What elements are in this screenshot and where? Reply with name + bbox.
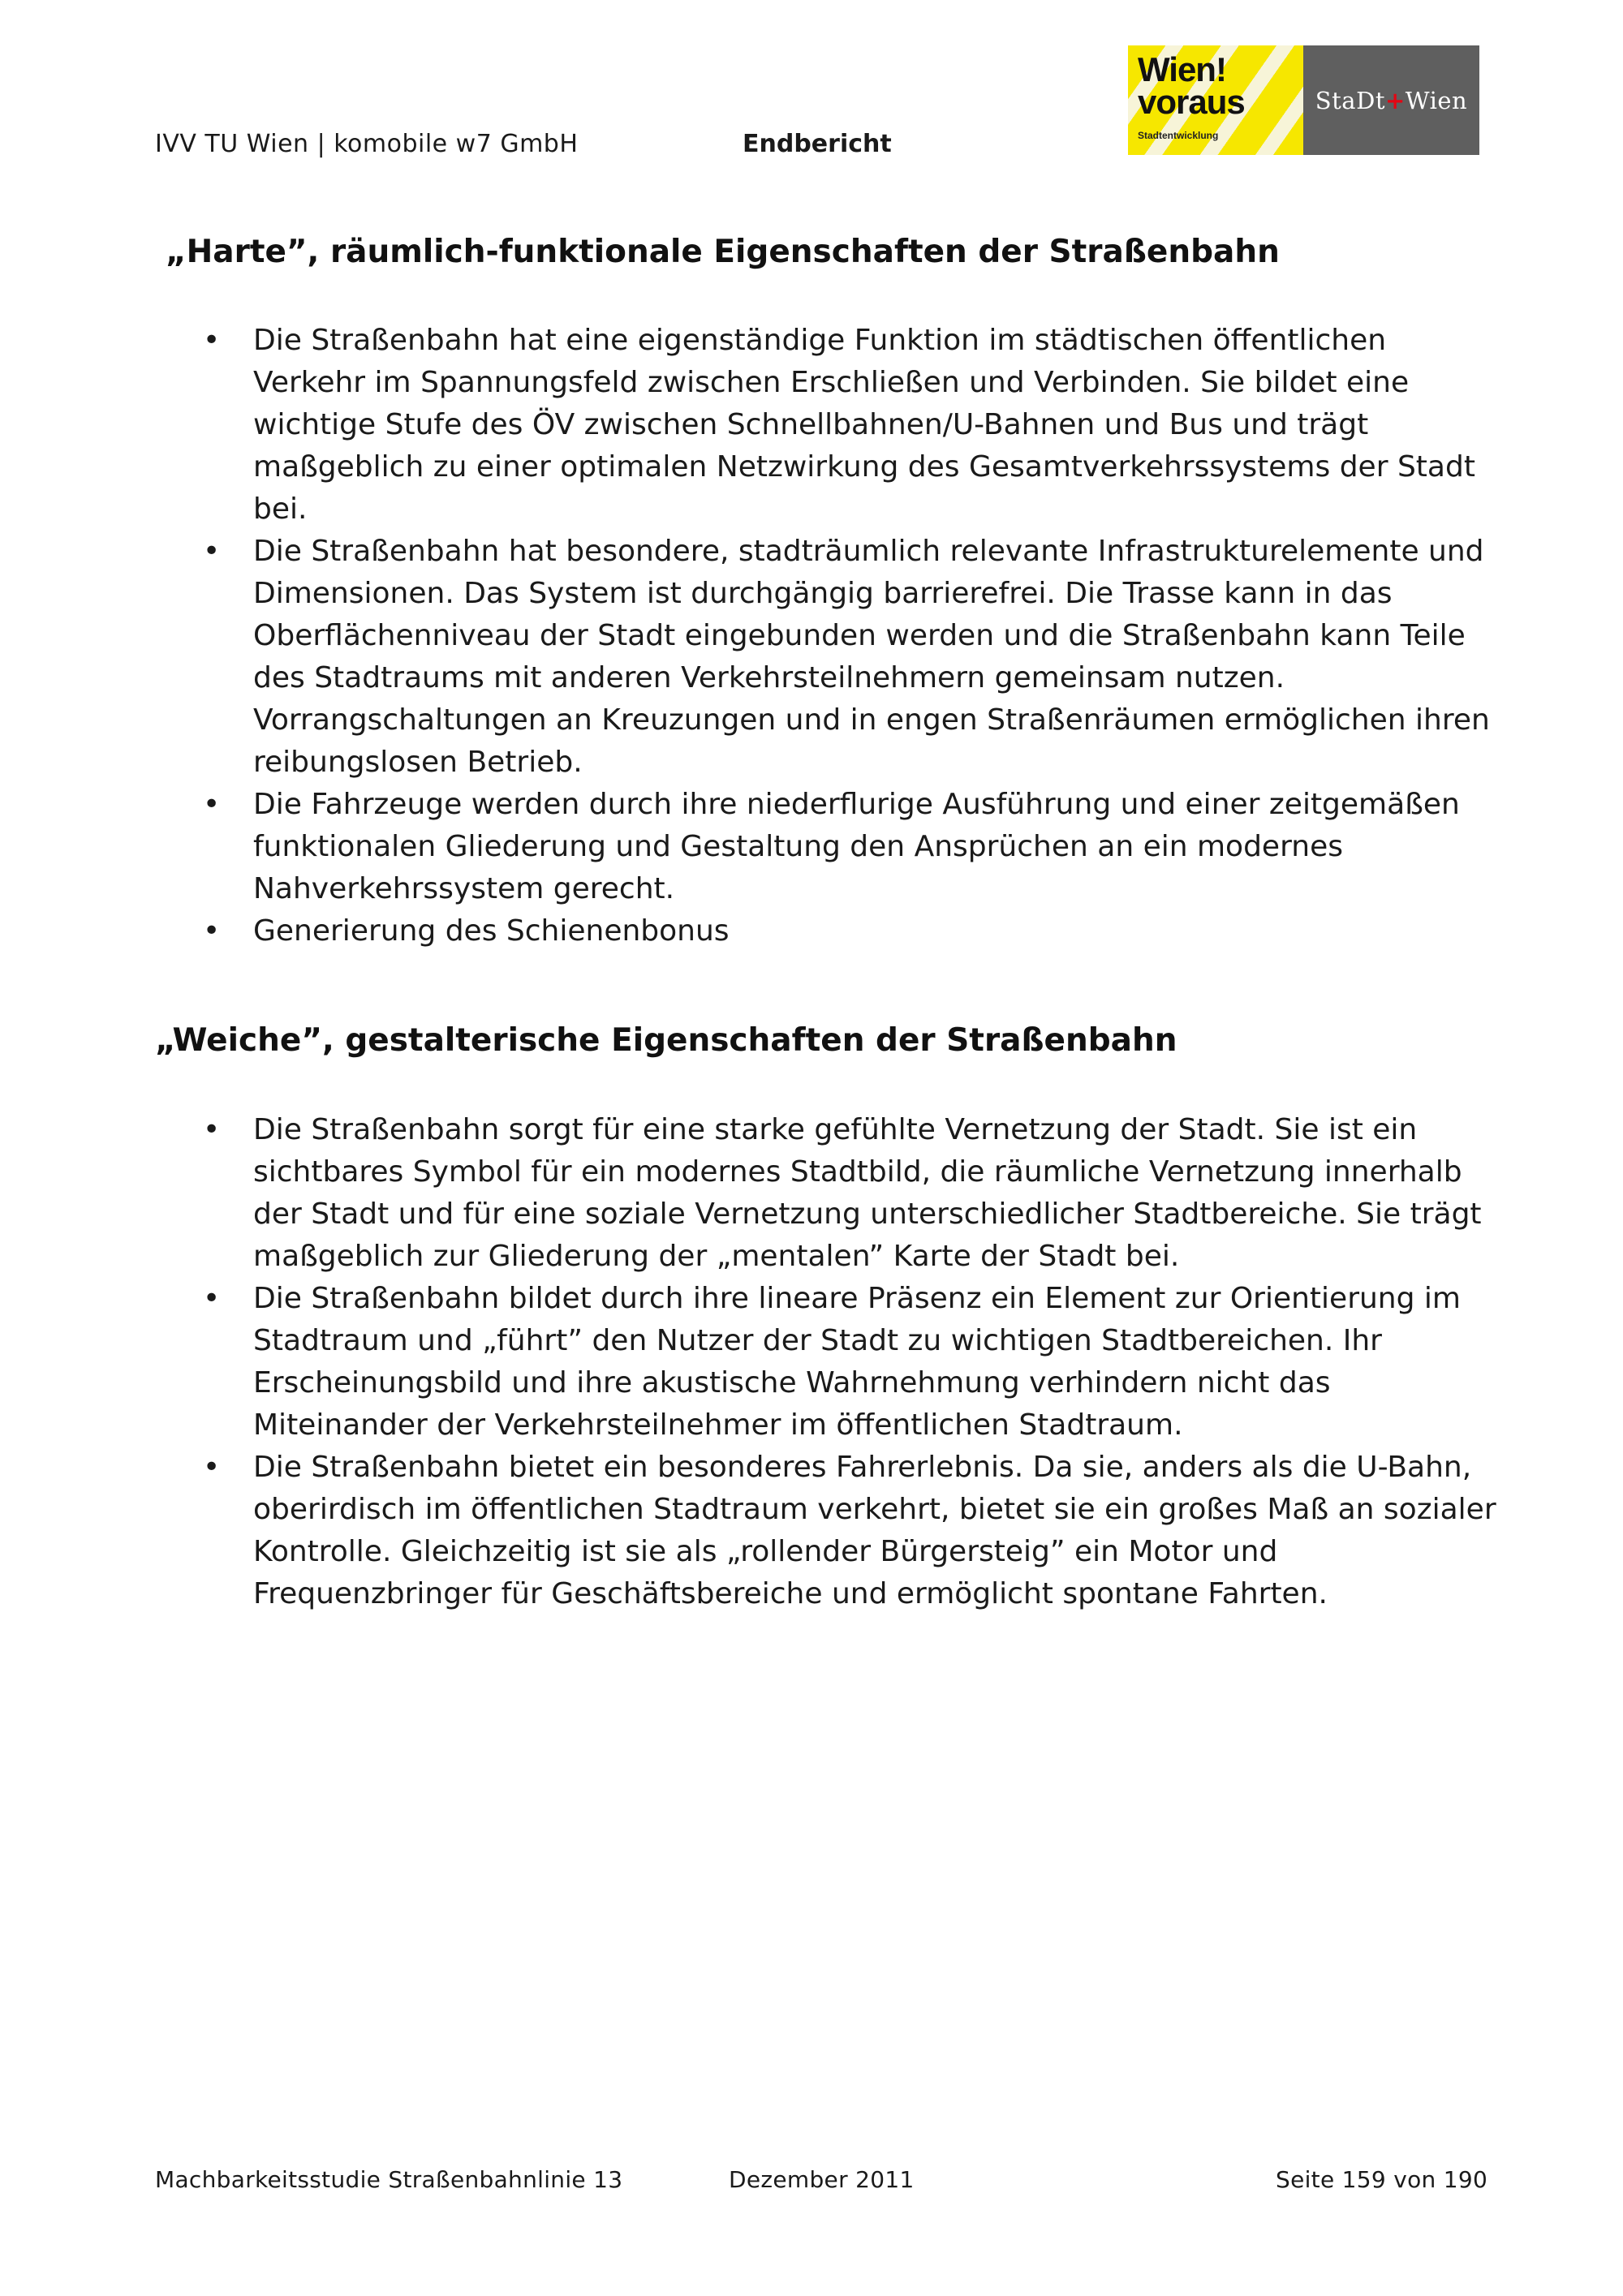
footer-date: Dezember 2011 bbox=[729, 2166, 915, 2193]
list-item: • Die Straßenbahn hat besondere, stadträumlich relevante Infrastrukturelemente und Dimensionen. Das System ist durchgängig barrierefrei. Die Trasse kann in das Oberflächenniveau der Stadt eingebunden werden und die Straßenbahn kann Teile des Stadtraums mit anderen Verkehrsteilnehmern gemeinsam nutzen. Vorrangschaltungen an Kreuzungen und in engen Straßenräumen ermöglichen ihren reibungslosen Betrieb. bbox=[203, 531, 1501, 784]
bullet-list-weiche bbox=[203, 1109, 1501, 1615]
header-authors: IVV TU Wien | komobile w7 GmbH bbox=[155, 130, 579, 158]
list-item: • Die Straßenbahn bildet durch ihre lineare Präsenz ein Element zur Orientierung im Stadtraum und „führt” den Nutzer der Stadt zu wichtigen Stadtbereichen. Ihr Erscheinungsbild und ihre akustische Wahrnehmung verhindern nicht das Miteinander der Verkehrsteilnehmer im öffentlichen Stadtraum. bbox=[203, 1278, 1501, 1447]
list-item: • Die Straßenbahn bietet ein besonderes Fahrerlebnis. Da sie, anders als die U-Bahn, oberirdisch im öffentlichen Stadtraum verkehrt, bietet sie ein großes Maß an sozialer Kontrolle. Gleichzeitig ist sie als „rollender Bürgersteig” ein Motor und Frequenzbringer für Geschäftsbereiche und ermöglicht spontane Fahrten. bbox=[203, 1447, 1501, 1615]
logo-stadt-cross: + bbox=[1384, 86, 1406, 114]
list-item: • Die Straßenbahn hat eine eigenständige Funktion im städtischen öffentlichen Verkehr im Spannungsfeld zwischen Erschließen und Verbinden. Sie bildet eine wichtige Stufe des ÖV zwischen Schnellbahnen/U-Bahnen und Bus und trägt maßgeblich zu einer optimalen Netzwirkung des Gesamtverkehrssystems der Stadt bei. bbox=[203, 320, 1501, 531]
logo-wien-line2: voraus bbox=[1138, 83, 1245, 121]
logo-stadt-left: StaDt bbox=[1315, 86, 1385, 114]
logo-stadt-right: Wien bbox=[1405, 86, 1468, 114]
header-report-type: Endbericht bbox=[743, 130, 892, 158]
section-heading-harte: „Harte”, räumlich-funktionale Eigenschaften der Straßenbahn bbox=[166, 234, 1280, 270]
list-item: • Die Straßenbahn sorgt für eine starke gefühlte Vernetzung der Stadt. Sie ist ein sichtbares Symbol für ein modernes Stadtbild, die räumliche Vernetzung innerhalb der Stadt und für eine soziale Vernetzung unterschiedlicher Stadtbereiche. Sie trägt maßgeblich zur Gliederung der „mentalen” Karte der Stadt bei. bbox=[203, 1109, 1501, 1278]
logo-wien-line1: Wien! bbox=[1138, 50, 1226, 88]
section-heading-weiche: „Weiche”, gestalterische Eigenschaften der Straßenbahn bbox=[155, 1022, 1177, 1059]
footer-study-title: Machbarkeitsstudie Straßenbahnlinie 13 bbox=[155, 2166, 623, 2193]
bullet-list-harte bbox=[203, 320, 1501, 952]
wien-voraus-logo bbox=[1128, 45, 1303, 155]
stadt-wien-logo bbox=[1303, 45, 1479, 155]
header-logos bbox=[1128, 45, 1479, 155]
list-item: • Generierung des Schienenbonus bbox=[203, 910, 1501, 952]
list-item: • Die Fahrzeuge werden durch ihre niederflurige Ausführung und einer zeitgemäßen funktionalen Gliederung und Gestaltung den Ansprüchen an ein modernes Nahverkehrssystem gerecht. bbox=[203, 784, 1501, 910]
logo-wien-subtitle: Stadtentwicklung bbox=[1138, 130, 1219, 141]
footer-page-number: Seite 159 von 190 bbox=[1276, 2166, 1488, 2193]
wien-voraus-logo-text bbox=[1138, 50, 1245, 121]
